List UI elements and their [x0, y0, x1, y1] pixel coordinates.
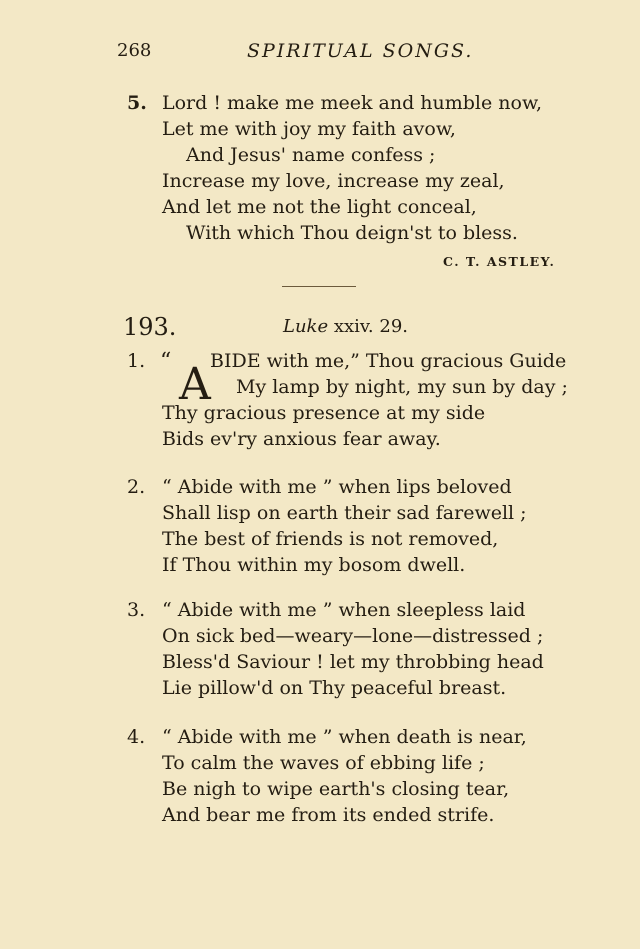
verse-line: Lie pillow'd on Thy peaceful breast.	[162, 677, 507, 699]
opening-quote: “	[160, 349, 172, 374]
verse-line: And Jesus' name confess ;	[186, 144, 436, 166]
scripture-reference	[283, 316, 408, 337]
verse-line: With which Thou deign'st to bless.	[186, 222, 518, 244]
verse-line: Lord ! make me meek and humble now,	[162, 92, 543, 114]
verse-line: Bids ev'ry anxious fear away.	[162, 428, 441, 450]
section-divider	[282, 286, 356, 287]
verse-line: The best of friends is not removed,	[162, 528, 499, 550]
verse-line: My lamp by night, my sun by day ;	[236, 376, 568, 398]
page-number: 268	[117, 40, 152, 61]
verse-number: 4.	[127, 726, 146, 748]
verse-number: 2.	[127, 476, 146, 498]
running-title: SPIRITUAL SONGS.	[247, 40, 474, 62]
reference-book: Luke	[283, 316, 329, 337]
verse-line: Shall lisp on earth their sad farewell ;	[162, 502, 527, 524]
verse-line: And let me not the light conceal,	[162, 196, 477, 218]
page-header	[117, 40, 537, 70]
verse-line: Thy gracious presence at my side	[162, 402, 486, 424]
verse-line: Bless'd Saviour ! let my throbbing head	[162, 651, 544, 673]
verse-line: If Thou within my bosom dwell.	[162, 554, 466, 576]
verse-line: “ Abide with me ” when death is near,	[162, 726, 527, 748]
verse-line: BIDE with me,” Thou gracious Guide	[210, 350, 567, 372]
verse-number: 3.	[127, 599, 146, 621]
hymn-number: 193.	[123, 313, 177, 341]
verse-line: Let me with joy my faith avow,	[162, 118, 456, 140]
verse-line: On sick bed—weary—lone—distressed ;	[162, 625, 544, 647]
verse-number: 1.	[127, 350, 146, 372]
verse-line: Increase my love, increase my zeal,	[162, 170, 505, 192]
verse-line: To calm the waves of ebbing life ;	[162, 752, 485, 774]
drop-cap: A	[179, 359, 211, 410]
author-attribution: C. T. ASTLEY.	[443, 254, 556, 269]
verse-line: “ Abide with me ” when sleepless laid	[162, 599, 526, 621]
verse-line: “ Abide with me ” when lips beloved	[162, 476, 512, 498]
verse-line: Be nigh to wipe earth's closing tear,	[162, 778, 510, 800]
reference-chapter: xxiv. 29.	[333, 316, 409, 337]
verse-line: And bear me from its ended strife.	[162, 804, 495, 826]
verse-number: 5.	[127, 92, 147, 114]
